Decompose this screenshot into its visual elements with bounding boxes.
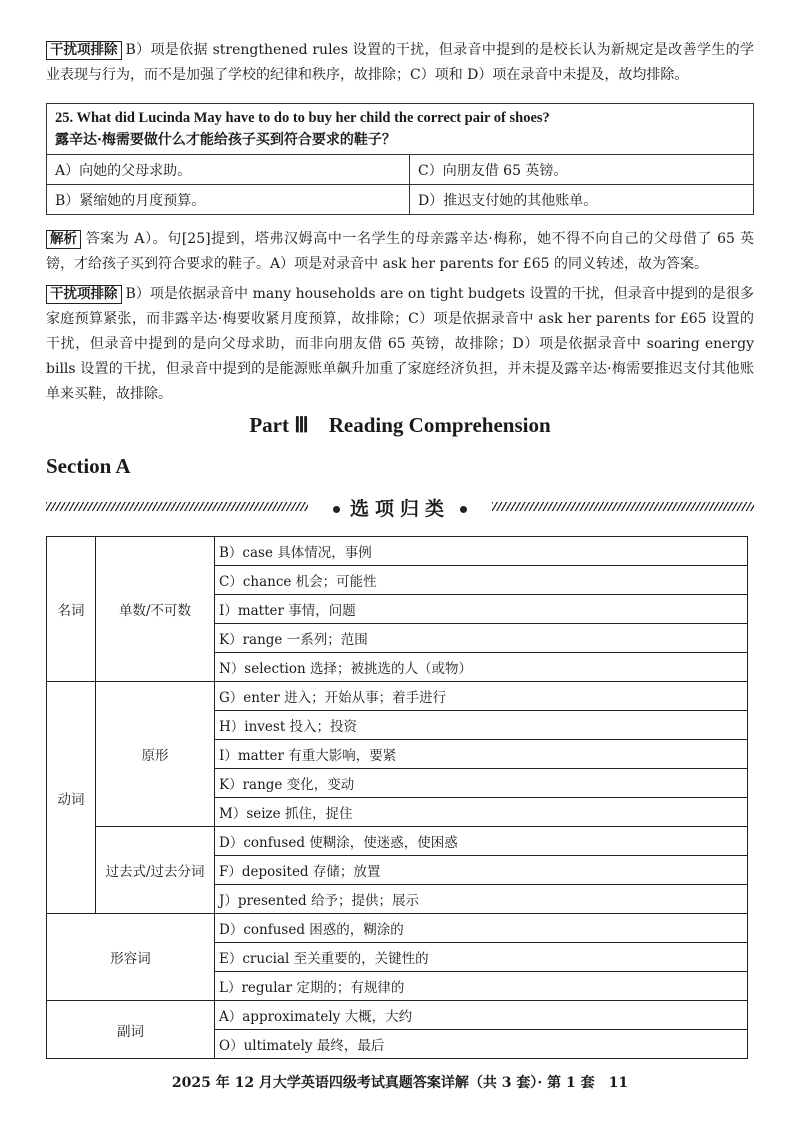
vocab-item: E）crucial 至关重要的，关键性的 (215, 943, 748, 972)
page-number: 11 (608, 1075, 629, 1091)
subcategory-base-form: 原形 (96, 682, 215, 827)
question-english: 25. What did Lucinda May have to do to buy her child the correct pair of shoes? (55, 110, 550, 126)
analysis-text: 答案为 A）。句[25]提到，塔弗汉姆高中一名学生的母亲露辛达·梅称，她不得不向自己的父母借了 65 英镑，才给孩子买到符合要求的鞋子。A）项是对录音中 ask her parents for £65 的同义转述，故为答案。 (46, 231, 754, 272)
option-b: B）紧缩她的月度预算。 (47, 185, 410, 215)
distractor-tag: 干扰项排除 (46, 285, 122, 304)
banner-title: 选项归类 (46, 494, 754, 521)
distractor-text: B）项是依据 strengthened rules 设置的干扰，但录音中提到的是校长认为新规定是改善学生的学业表现与行为，而不是加强了学校的纪律和秩序，故排除；C）项和 D）项在录音中未提及，故均排除。 (46, 42, 754, 83)
category-adjective: 形容词 (47, 914, 215, 1001)
subcategory-past: 过去式/过去分词 (96, 827, 215, 914)
vocab-item: I）matter 事情，问题 (215, 595, 748, 624)
category-verb: 动词 (47, 682, 96, 914)
option-d: D）推迟支付她的其他账单。 (410, 185, 754, 215)
vocab-item: I）matter 有重大影响，要紧 (215, 740, 748, 769)
distractor-text: B）项是依据录音中 many households are on tight budgets 设置的干扰，但录音中提到的是很多家庭预算紧张，而非露辛达·梅要收紧月度预算，故排除；C）项是依据录音中 ask her parents for £65 设置的干扰，但录音中提到的是向父母求助，而非向朋友借 65 英镑，故排除；D）项是依据录音中 soaring energy bills 设置的干扰，但录音中提到的是能源账单飙升加重了家庭经济负担，并未提及露辛达·梅需要推迟支付其他账单来买鞋，故排除。 (46, 286, 754, 402)
vocab-item: D）confused 使糊涂，使迷惑，使困惑 (215, 827, 748, 856)
vocab-item: M）seize 抓住，捉住 (215, 798, 748, 827)
page-footer (0, 1072, 800, 1092)
question-header (47, 104, 754, 155)
option-c: C）向朋友借 65 英镑。 (410, 155, 754, 185)
vocab-item: A）approximately 大概，大约 (215, 1001, 748, 1030)
part-name: Reading Comprehension (328, 413, 551, 437)
question-chinese: 露辛达·梅需要做什么才能给孩子买到符合要求的鞋子？ (55, 132, 396, 148)
vocab-item: B）case 具体情况，事例 (215, 537, 748, 566)
footer-title: 2025 年 12 月大学英语四级考试真题答案详解（共 3 套）· 第 1 套 (171, 1075, 595, 1091)
vocab-item: K）range 一系列；范围 (215, 624, 748, 653)
question-table (46, 103, 754, 215)
analysis-paragraph (46, 227, 754, 277)
vocab-item: L）regular 定期的；有规律的 (215, 972, 748, 1001)
part-title (0, 413, 800, 438)
vocab-item: G）enter 进入；开始从事；着手进行 (215, 682, 748, 711)
vocab-item: N）selection 选择；被挑选的人（或物） (215, 653, 748, 682)
bullet-dot (333, 506, 340, 513)
vocab-item: D）confused 困惑的，糊涂的 (215, 914, 748, 943)
distractor-paragraph-25 (46, 282, 754, 407)
vocab-item: C）chance 机会；可能性 (215, 566, 748, 595)
section-title: Section A (46, 454, 131, 478)
subcategory-singular: 单数/不可数 (96, 537, 215, 682)
vocab-item: J）presented 给予；提供；展示 (215, 885, 748, 914)
part-number: Part Ⅲ (249, 413, 309, 437)
vocab-item: F）deposited 存储；放置 (215, 856, 748, 885)
section-banner (46, 492, 754, 522)
analysis-tag: 解析 (46, 230, 81, 249)
option-a: A）向她的父母求助。 (47, 155, 410, 185)
vocab-table (46, 536, 748, 1059)
distractor-tag: 干扰项排除 (46, 41, 122, 60)
vocab-item: H）invest 投入；投资 (215, 711, 748, 740)
distractor-paragraph-24 (46, 38, 754, 88)
vocab-item: K）range 变化，变动 (215, 769, 748, 798)
category-adverb: 副词 (47, 1001, 215, 1059)
category-noun: 名词 (47, 537, 96, 682)
bullet-dot (460, 506, 467, 513)
vocab-item: O）ultimately 最终，最后 (215, 1030, 748, 1059)
